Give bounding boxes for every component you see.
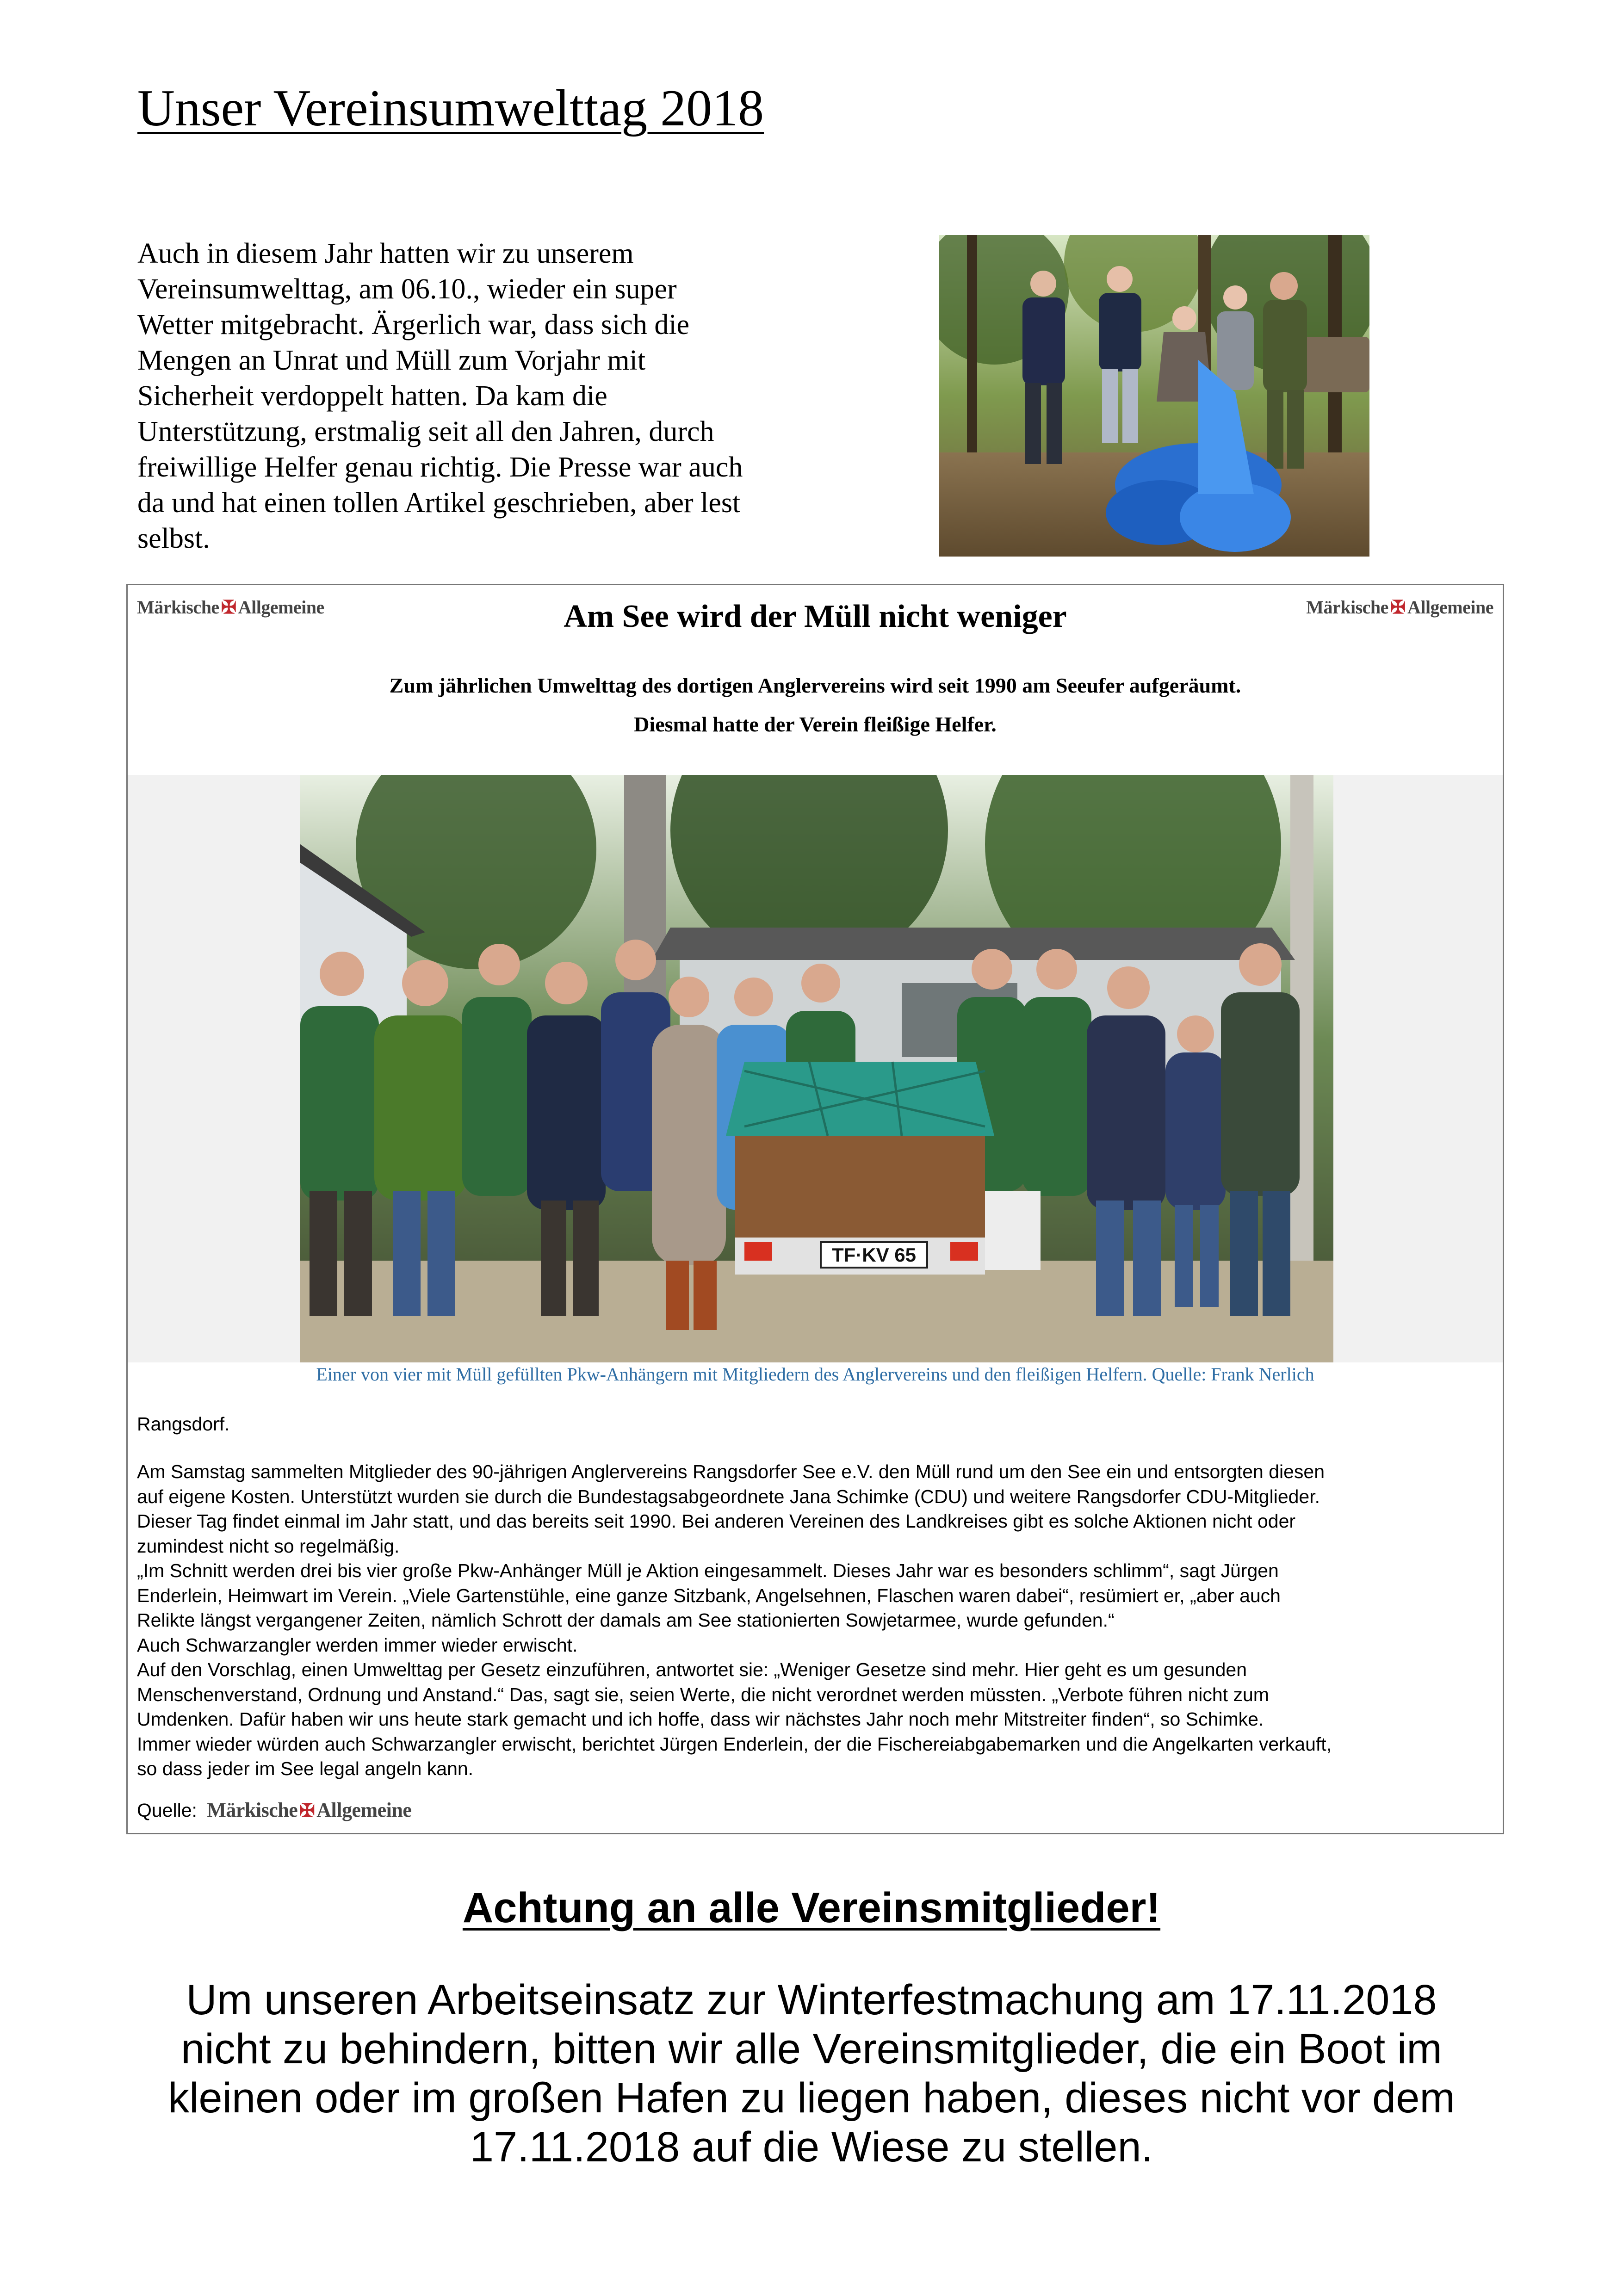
notice-text — [0, 1975, 1623, 2172]
group-trailer-photo — [300, 775, 1333, 1362]
eagle-icon: ✠ — [299, 1800, 315, 1821]
notice-line: kleinen oder im großen Hafen zu liegen haben, dieses nicht vor dem — [167, 2074, 1456, 2122]
intro-line: Unterstützung, erstmalig seit all den Jahren, durch — [137, 416, 714, 447]
article-subtitle: Zum jährlichen Umwelttag des dortigen Anglervereins wird seit 1990 am Seeufer aufgeräumt. Diesmal hatte der Verein fleißige Helfer. — [389, 674, 1241, 736]
notice-line: nicht zu behindern, bitten wir alle Vereinsmitglieder, die ein Boot im — [181, 2025, 1442, 2073]
body-line: Am Samstag sammelten Mitglieder des 90-jährigen Anglervereins Rangsdorfer See e.V. den Müll rund um den See ein und entsorgten diesen — [137, 1461, 1325, 1482]
article-location: Rangsdorf. — [137, 1413, 230, 1435]
intro-line: selbst. — [137, 523, 210, 554]
body-line: Auch Schwarzangler werden immer wieder erwischt. — [137, 1634, 578, 1656]
mark-allgemeine-logo-left: Märkische ✠ Allgemeine — [137, 597, 324, 618]
notice-heading: Achtung an alle Vereinsmitglieder! — [462, 1884, 1161, 1931]
intro-line: Sicherheit verdoppelt hatten. Da kam die — [137, 380, 607, 412]
article-title: Am See wird der Müll nicht weniger — [564, 599, 1067, 634]
body-line: Immer wieder würden auch Schwarzangler erwischt, berichtet Jürgen Enderlein, der die Fischereiabgabemarken und die Angelkarten verkauft, — [137, 1733, 1332, 1755]
mark-allgemeine-logo-source: Märkische ✠Allgemeine — [207, 1799, 412, 1821]
eagle-icon: ✠ — [1390, 597, 1406, 618]
intro-line: Vereinsumwelttag, am 06.10., wieder ein super — [137, 273, 677, 305]
notice-line: Um unseren Arbeitseinsatz zur Winterfestmachung am 17.11.2018 — [186, 1976, 1437, 2024]
body-line: zumindest nicht so regelmäßig. — [137, 1535, 400, 1557]
body-line: „Im Schnitt werden drei bis vier große Pkw-Anhänger Müll je Aktion eingesammelt. Dieses Jahr war es besonders schlimm“, sagt Jürgen — [137, 1560, 1279, 1581]
body-line: Umdenken. Dafür haben wir uns heute stark gemacht und ich hoffe, dass wir nächstes Jahr noch mehr Mitstreiter finden“, so Schimke. — [137, 1708, 1264, 1730]
notice-line: 17.11.2018 auf die Wiese zu stellen. — [470, 2123, 1153, 2171]
intro-line: Wetter mitgebracht. Ärgerlich war, dass sich die — [137, 309, 690, 340]
intro-line: Auch in diesem Jahr hatten wir zu unserem — [137, 238, 634, 269]
intro-paragraph — [137, 236, 827, 557]
body-line: Enderlein, Heimwart im Verein. „Viele Gartenstühle, eine ganze Sitzbank, Angelsehnen, Flaschen waren dabei“, resümiert er, „aber auch — [137, 1584, 1281, 1606]
license-plate: TF·KV 65 — [831, 1244, 917, 1266]
body-line: Auf den Vorschlag, einen Umwelttag per Gesetz einzuführen, antwortet sie: „Weniger Gesetze sind mehr. Hier geht es um gesunden — [137, 1659, 1247, 1680]
body-line: Dieser Tag findet einmal im Jahr statt, und das bereits seit 1990. Bei anderen Vereinen des Landkreises gibt es solche Aktionen nicht oder — [137, 1510, 1296, 1532]
newspaper-article — [126, 584, 1504, 1834]
intro-line: Mengen an Unrat und Müll zum Vorjahr mit — [137, 345, 646, 376]
intro-line: freiwillige Helfer genau richtig. Die Presse war auch — [137, 452, 743, 483]
page-title: Unser Vereinsumwelttag 2018 — [137, 80, 764, 137]
eagle-icon: ✠ — [221, 597, 236, 618]
mark-allgemeine-logo-right: Märkische ✠ Allgemeine — [1306, 597, 1493, 618]
intro-line: da und hat einen tollen Artikel geschrieben, aber lest — [137, 487, 741, 519]
body-line: auf eigene Kosten. Unterstützt wurden sie durch die Bundestagsabgeordnete Jana Schimke (CDU) und weitere Rangsdorfer CDU-Mitglieder. — [137, 1485, 1320, 1507]
article-body — [137, 1460, 1493, 1782]
body-line: Relikte längst vergangener Zeiten, nämlich Schrott der damals am See stationierten Sowjetarmee, wurde gefunden.“ — [137, 1609, 1115, 1631]
volunteers-forest-photo — [939, 235, 1369, 557]
article-source: Quelle: Märkische ✠Allgemeine — [137, 1799, 412, 1821]
body-line: so dass jeder im See legal angeln kann. — [137, 1758, 474, 1779]
photo-caption: Einer von vier mit Müll gefüllten Pkw-Anhängern mit Mitgliedern des Anglervereins und den fleißigen Helfern. Quelle: Frank Nerlich — [316, 1364, 1314, 1385]
body-line: Menschenverstand, Ordnung und Anstand.“ Das, sagt sie, seien Werte, die nicht verordnet werden müssten. „Verbote führen nicht zum — [137, 1683, 1269, 1705]
